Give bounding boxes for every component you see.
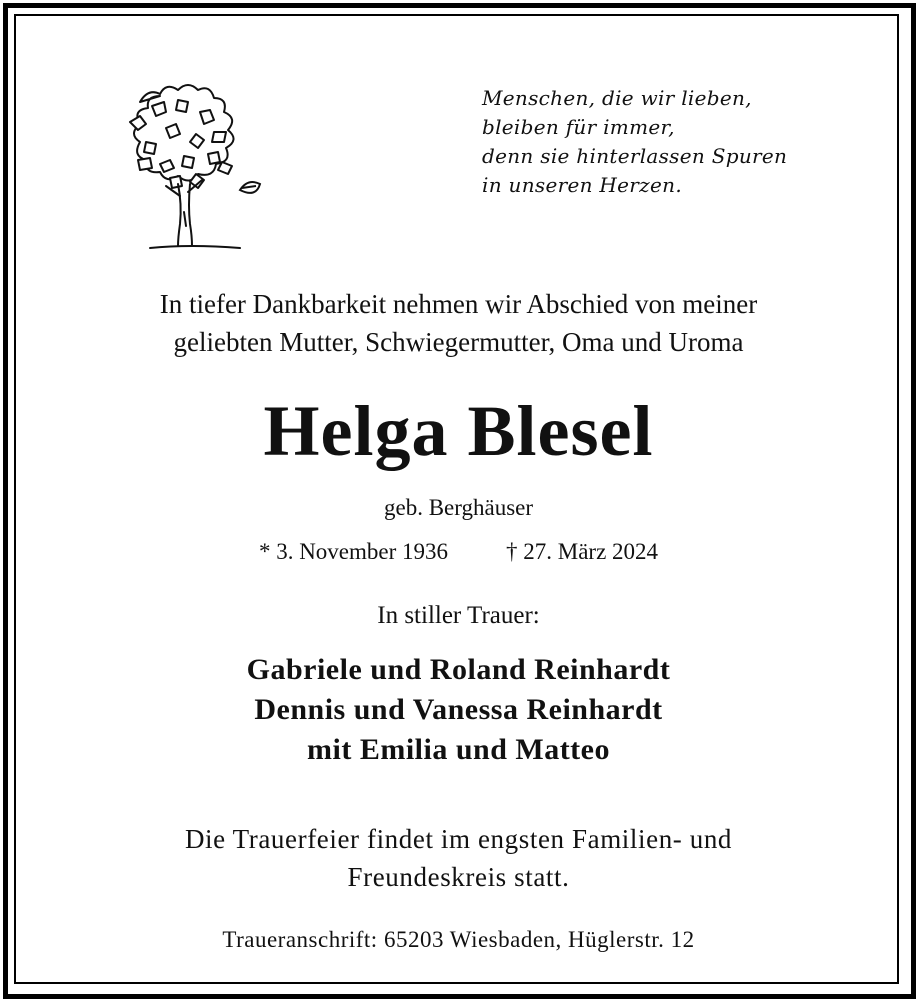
death-date: † 27. März 2024: [506, 539, 659, 564]
mourning-label: In stiller Trauer:: [377, 602, 540, 629]
family-line: Gabriele und Roland Reinhardt: [246, 653, 671, 686]
service-notice: [14, 820, 903, 896]
maiden-name: geb. Berghäuser: [383, 495, 534, 520]
life-dates: [14, 537, 903, 567]
family-line: mit Emilia und Matteo: [307, 733, 610, 766]
mourning-address: Traueranschrift: 65203 Wiesbaden, Hüglerstr. 12: [222, 927, 695, 952]
intro-line: In tiefer Dankbarkeit nehmen wir Abschied von meiner: [159, 289, 758, 319]
poem: [482, 84, 842, 200]
family-line: Dennis und Vanessa Reinhardt: [254, 693, 663, 726]
birth-date: * 3. November 1936: [258, 539, 449, 564]
intro-text: [14, 285, 903, 361]
service-line: Die Trauerfeier findet im engsten Familien- und: [184, 824, 733, 854]
leaf-icon: [240, 182, 260, 193]
poem-line: denn sie hinterlassen Spuren: [482, 144, 788, 168]
poem-line: Menschen, die wir lieben,: [482, 86, 752, 110]
intro-line: geliebten Mutter, Schwiegermutter, Oma und Uroma: [173, 327, 744, 357]
family-names: [14, 650, 903, 770]
poem-line: bleiben für immer,: [482, 115, 675, 139]
poem-line: in unseren Herzen.: [482, 173, 682, 197]
tree-icon: [100, 72, 280, 257]
service-line: Freundeskreis statt.: [347, 862, 570, 892]
deceased-name: Helga Blesel: [263, 391, 654, 471]
